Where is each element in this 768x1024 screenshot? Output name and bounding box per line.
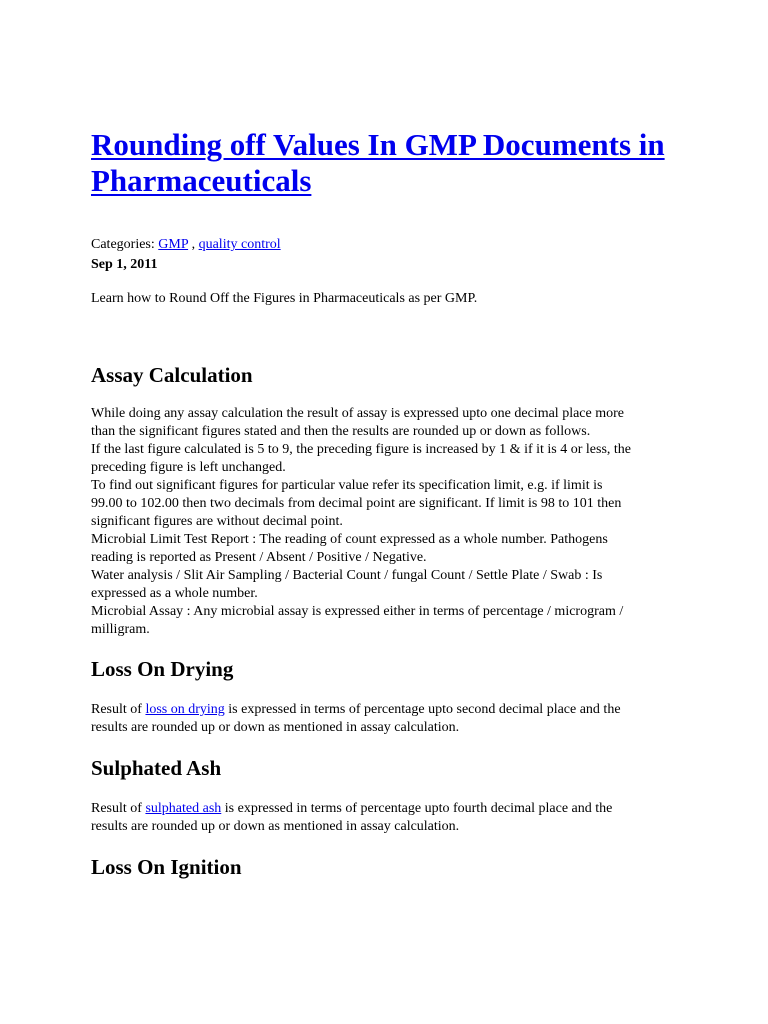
intro-text: Learn how to Round Off the Figures in Pharmaceuticals as per GMP.: [91, 291, 478, 306]
assay-line: Microbial Assay : Any microbial assay is expressed either in terms of percentage / microgram /: [91, 604, 624, 619]
assay-line: To find out significant figures for particular value refer its specification limit, e.g. if limit is: [91, 478, 603, 493]
ash-line-1: [91, 800, 681, 818]
loss-on-drying-link[interactable]: loss on drying: [145, 702, 225, 717]
ash-suffix: is expressed in terms of percentage upto fourth decimal place and the: [221, 801, 613, 816]
assay-line: expressed as a whole number.: [91, 586, 258, 601]
categories-label: Categories:: [91, 237, 155, 252]
assay-paragraph: [91, 405, 681, 639]
categories: [91, 235, 281, 254]
title-line-1: Rounding off Values In GMP Documents in: [91, 127, 665, 162]
lod-line-2: results are rounded up or down as mentioned in assay calculation.: [91, 720, 460, 735]
assay-line: Microbial Limit Test Report : The reading of count expressed as a whole number. Pathogens: [91, 532, 608, 547]
publish-date: Sep 1, 2011: [91, 257, 158, 272]
category-separator: ,: [188, 237, 199, 252]
assay-line: milligram.: [91, 622, 150, 637]
lod-suffix: is expressed in terms of percentage upto second decimal place and the: [224, 702, 621, 717]
heading-sulphated-ash: Sulphated Ash: [91, 756, 222, 780]
assay-line: While doing any assay calculation the result of assay is expressed upto one decimal place more: [91, 406, 624, 421]
assay-line: 99.00 to 102.00 then two decimals from decimal point are significant. If limit is 98 to 101 then: [91, 496, 622, 511]
article-title: [91, 127, 691, 199]
lod-prefix: Result of: [91, 702, 146, 717]
assay-line: If the last figure calculated is 5 to 9, the preceding figure is increased by 1 & if it is 4 or less, the: [91, 442, 632, 457]
assay-line: than the significant figures stated and then the results are rounded up or down as follows.: [91, 424, 591, 439]
heading-loss-on-ignition: Loss On Ignition: [91, 855, 242, 879]
assay-line: Water analysis / Slit Air Sampling / Bacterial Count / fungal Count / Settle Plate / Swab : Is: [91, 568, 603, 583]
ash-prefix: Result of: [91, 801, 146, 816]
ash-line-2: results are rounded up or down as mentioned in assay calculation.: [91, 819, 460, 834]
heading-assay-calculation: Assay Calculation: [91, 363, 253, 387]
article-title-link[interactable]: [91, 127, 691, 199]
sulphated-ash-link[interactable]: sulphated ash: [145, 801, 222, 816]
heading-loss-on-drying: Loss On Drying: [91, 657, 234, 681]
lod-paragraph: [91, 701, 681, 737]
ash-paragraph: [91, 800, 681, 836]
lod-line-1: [91, 701, 681, 719]
assay-line: significant figures are without decimal point.: [91, 514, 343, 529]
category-link-quality-control[interactable]: quality control: [198, 237, 281, 252]
assay-line: preceding figure is left unchanged.: [91, 460, 286, 475]
title-line-2: Pharmaceuticals: [91, 163, 312, 198]
assay-line: reading is reported as Present / Absent / Positive / Negative.: [91, 550, 427, 565]
category-link-gmp[interactable]: GMP: [158, 237, 189, 252]
